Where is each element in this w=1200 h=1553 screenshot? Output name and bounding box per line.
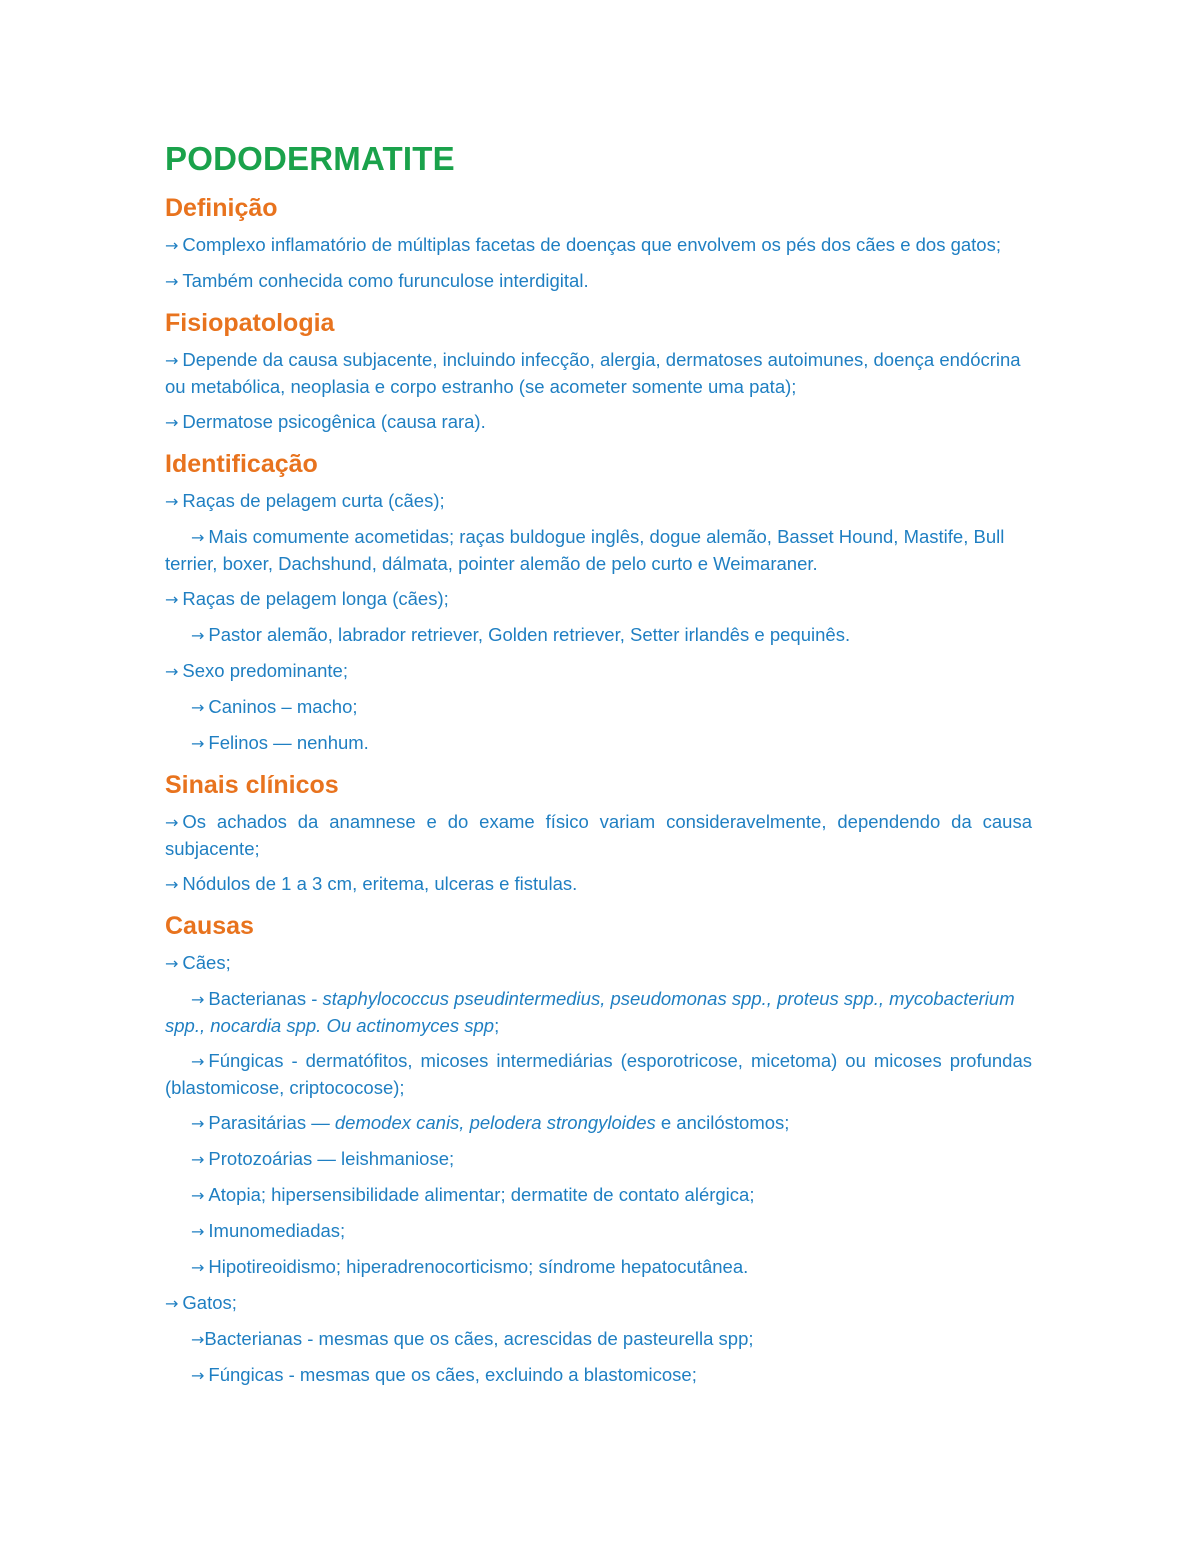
arrow-icon: → xyxy=(191,626,205,645)
arrow-icon: → xyxy=(165,272,179,291)
arrow-icon: → xyxy=(191,1186,205,1205)
arrow-icon: → xyxy=(191,734,205,753)
document-page xyxy=(165,138,1032,1401)
arrow-icon: → xyxy=(165,875,179,894)
paragraph-text: e ancilóstomos; xyxy=(655,1112,790,1133)
arrow-icon: → xyxy=(165,954,179,973)
paragraph-text: Felinos — nenhum. xyxy=(208,732,369,753)
paragraph-text: ; xyxy=(494,1015,500,1036)
arrow-icon: → xyxy=(191,1222,205,1241)
paragraph-text: Pastor alemão, labrador retriever, Golden retriever, Setter irlandês e pequinês. xyxy=(208,624,851,645)
paragraph xyxy=(165,488,1032,515)
document-title: PODODERMATITE xyxy=(165,140,455,177)
paragraph-text: Nódulos de 1 a 3 cm, eritema, ulceras e fistulas. xyxy=(182,873,578,894)
arrow-icon: → xyxy=(191,1114,205,1133)
paragraph-text: Fúngicas - dermatófitos, micoses intermediárias (esporotricose, micetoma) ou micoses profundas (blastomicose, criptococose); xyxy=(165,1050,1032,1098)
section-definicao xyxy=(165,192,1032,295)
paragraph-text: Gatos; xyxy=(182,1292,237,1313)
paragraph xyxy=(165,586,1032,613)
arrow-icon: → xyxy=(165,813,179,832)
paragraph-indented xyxy=(165,622,1032,649)
arrow-icon: → xyxy=(165,590,179,609)
paragraph-text: Sexo predominante; xyxy=(182,660,348,681)
arrow-icon: → xyxy=(191,1258,205,1277)
arrow-icon: → xyxy=(191,1150,205,1169)
paragraph-text: Dermatose psicogênica (causa rara). xyxy=(182,411,486,432)
arrow-icon: → xyxy=(191,698,205,717)
paragraph-text: Imunomediadas; xyxy=(208,1220,346,1241)
section-causas xyxy=(165,910,1032,1389)
paragraph xyxy=(165,950,1032,977)
paragraph-indented xyxy=(165,1362,1032,1389)
paragraph-text: Bacterianas - xyxy=(208,988,323,1009)
paragraph-indented xyxy=(165,1254,1032,1281)
paragraph-text: Atopia; hipersensibilidade alimentar; dermatite de contato alérgica; xyxy=(208,1184,755,1205)
paragraph-text: Hipotireoidismo; hiperadrenocorticismo; síndrome hepatocutânea. xyxy=(208,1256,749,1277)
paragraph-text: Raças de pelagem longa (cães); xyxy=(182,588,449,609)
section-heading-sinais-clinicos: Sinais clínicos xyxy=(165,771,339,799)
paragraph-indented xyxy=(165,1182,1032,1209)
paragraph-text: Protozoárias — leishmaniose; xyxy=(208,1148,455,1169)
paragraph-indented xyxy=(165,1146,1032,1173)
arrow-icon: → xyxy=(165,236,179,255)
paragraph xyxy=(165,409,1032,436)
paragraph-indented xyxy=(165,1110,1032,1137)
paragraph-indented xyxy=(165,694,1032,721)
arrow-icon: → xyxy=(165,662,179,681)
section-heading-fisiopatologia: Fisiopatologia xyxy=(165,309,335,337)
species-list: staphylococcus pseudintermedius, pseudomonas spp., proteus spp., mycobacterium spp., nocardia spp. Ou actinomyces spp xyxy=(165,988,1015,1036)
paragraph xyxy=(165,871,1032,898)
arrow-icon: → xyxy=(191,1330,205,1349)
section-heading-identificacao: Identificação xyxy=(165,450,318,478)
section-fisiopatologia xyxy=(165,307,1032,436)
paragraph-text: Os achados da anamnese e do exame físico variam consideravelmente, dependendo da causa subjacente; xyxy=(165,811,1032,859)
paragraph-indented xyxy=(165,1326,1032,1353)
paragraph-text: Fúngicas - mesmas que os cães, excluindo a blastomicose; xyxy=(208,1364,697,1385)
paragraph-text: Mais comumente acometidas; raças buldogue inglês, dogue alemão, Basset Hound, Mastife, Bull terrier, boxer, Dachshund, dálmata, pointer alemão de pelo curto e Weimaraner. xyxy=(165,526,1005,574)
paragraph-text: Bacterianas - mesmas que os cães, acrescidas de pasteurella spp; xyxy=(204,1328,754,1349)
section-heading-causas: Causas xyxy=(165,912,254,940)
paragraph-text: Parasitárias — xyxy=(208,1112,335,1133)
paragraph-text: Depende da causa subjacente, incluindo infecção, alergia, dermatoses autoimunes, doença endócrina ou metabólica, neoplasia e corpo estranho (se acometer somente uma pata); xyxy=(165,349,1021,397)
arrow-icon: → xyxy=(165,413,179,432)
arrow-icon: → xyxy=(191,1052,205,1071)
arrow-icon: → xyxy=(191,990,205,1009)
arrow-icon: → xyxy=(165,351,179,370)
paragraph xyxy=(165,1290,1032,1317)
paragraph-indented xyxy=(165,524,1032,577)
paragraph xyxy=(165,658,1032,685)
paragraph xyxy=(165,232,1032,259)
paragraph-text: Raças de pelagem curta (cães); xyxy=(182,490,445,511)
paragraph-indented xyxy=(165,730,1032,757)
arrow-icon: → xyxy=(191,1366,205,1385)
arrow-icon: → xyxy=(165,492,179,511)
section-heading-definicao: Definição xyxy=(165,194,278,222)
paragraph xyxy=(165,268,1032,295)
paragraph-indented xyxy=(165,986,1032,1039)
section-identificacao xyxy=(165,448,1032,757)
arrow-icon: → xyxy=(165,1294,179,1313)
paragraph-text: Cães; xyxy=(182,952,231,973)
paragraph-indented xyxy=(165,1048,1032,1101)
paragraph-text: Caninos – macho; xyxy=(208,696,358,717)
section-sinais-clinicos xyxy=(165,769,1032,898)
species-list: demodex canis, pelodera strongyloides xyxy=(334,1112,656,1133)
paragraph xyxy=(165,809,1032,862)
arrow-icon: → xyxy=(191,528,205,547)
paragraph xyxy=(165,347,1032,400)
paragraph-text: Também conhecida como furunculose interdigital. xyxy=(182,270,589,291)
paragraph-text: Complexo inflamatório de múltiplas facetas de doenças que envolvem os pés dos cães e dos gatos; xyxy=(182,234,1001,255)
paragraph-indented xyxy=(165,1218,1032,1245)
